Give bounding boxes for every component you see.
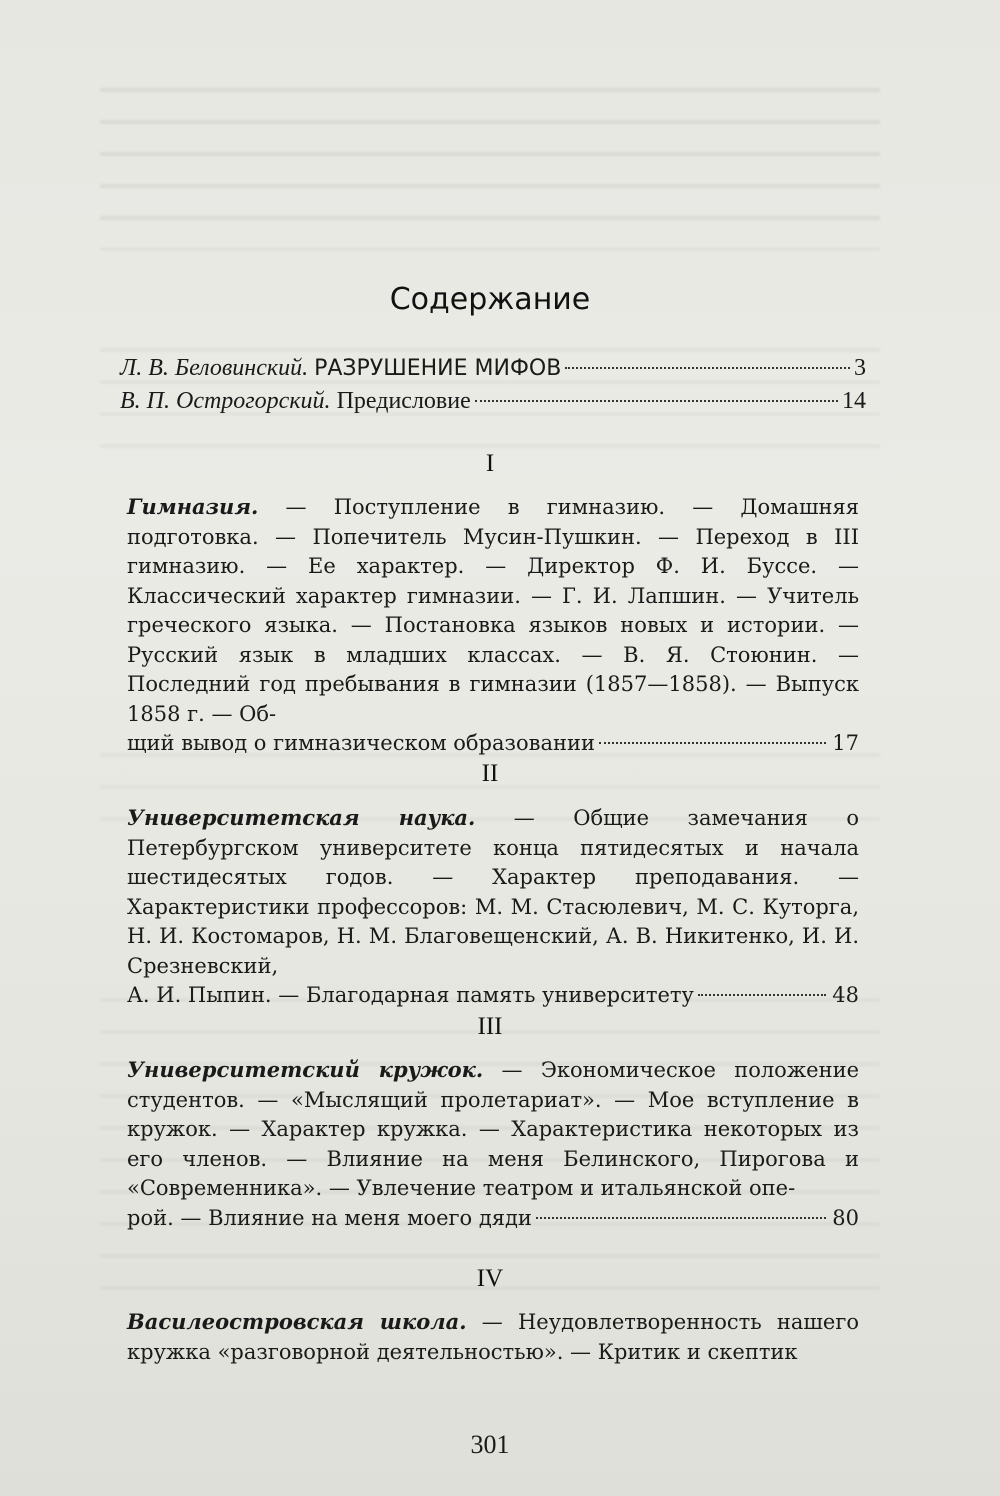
entry-page-number: 17 — [832, 731, 859, 755]
chapter-title: Университетский кружок. — [127, 1057, 484, 1082]
dot-leader — [536, 1217, 826, 1219]
entry-author: Л. В. Беловинский. — [120, 355, 309, 381]
entry-page-number: 48 — [832, 983, 859, 1007]
toc-entry-preface[interactable] — [120, 388, 866, 415]
entry-title: РАЗРУШЕНИЕ МИФОВ — [314, 356, 562, 381]
toc-entry-chapter-2[interactable] — [127, 803, 859, 1011]
toc-entry-introduction[interactable] — [120, 355, 866, 382]
bleed-through-text — [100, 70, 880, 250]
dot-leader — [565, 367, 850, 369]
dot-leader — [475, 400, 838, 402]
entry-page-number: 14 — [842, 388, 866, 414]
chapter-summary-end: рой. — Влияние на меня моего дяди — [127, 1205, 532, 1230]
entry-last-line — [127, 981, 859, 1011]
entry-text — [127, 1307, 859, 1367]
entry-text — [127, 1055, 859, 1204]
chapter-numeral: II — [481, 760, 499, 787]
dot-leader — [698, 994, 826, 996]
chapter-numeral: I — [485, 450, 495, 477]
entry-page-number: 80 — [832, 1205, 859, 1230]
chapter-summary-end: А. И. Пыпин. — Благодарная память университету — [127, 983, 694, 1007]
chapter-summary: — Неудовлетворенность нашего кружка «разговорной деятельностью». — Критик и скептик — [127, 1310, 859, 1364]
chapter-title: Гимназия. — [127, 494, 259, 519]
entry-page-number: 3 — [854, 355, 866, 381]
chapter-title: Университетская наука. — [127, 805, 476, 830]
chapter-summary: — Общие замечания о Петербургском университете конца пятидесятых и начала шестидесятых годов. — Характер преподавания. — Характеристики профессоров: М. М. Стасюлевич, М. С. Куторга, Н. И. Костомаров, Н. М. Благовещенский, А. В. Никитенко, И. И. Срезневский, — [127, 806, 859, 978]
entry-title: Предисловие — [336, 388, 471, 414]
page-folio: 301 — [470, 1430, 510, 1459]
chapter-title: Василеостровская школа. — [127, 1309, 467, 1334]
toc-entry-chapter-4[interactable] — [127, 1307, 859, 1367]
toc-entry-chapter-3[interactable] — [127, 1055, 859, 1233]
entry-last-line — [127, 729, 859, 759]
chapter-summary-end: щий вывод о гимназическом образовании — [127, 731, 595, 755]
chapter-numeral: III — [477, 1013, 503, 1040]
chapter-numeral: IV — [476, 1265, 504, 1292]
entry-text — [127, 803, 859, 981]
entry-author: В. П. Острогорский. — [120, 388, 331, 414]
chapter-summary: — Экономическое положение студентов. — «Мыслящий пролетариат». — Мое вступление в кружок. — Характер кружка. — Характеристика некоторых из его членов. — Влияние на меня Белинского, Пирогова и «Современника». — Увлечение театром и итальянской опе- — [127, 1058, 859, 1200]
chapter-summary: — Поступление в гимназию. — Домашняя подготовка. — Попечитель Мусин-Пушкин. — Переход в III гимназию. — Ее характер. — Директор Ф. И. Буссе. — Классический характер гимназии. — Г. И. Лапшин. — Учитель греческого языка. — Постановка языков новых и истории. — Русский язык в младших классах. — В. Я. Стоюнин. — Последний год пребывания в гимназии (1857—1858). — Выпуск 1858 г. — Об- — [127, 495, 859, 726]
entry-text — [127, 492, 859, 729]
toc-entry-chapter-1[interactable] — [127, 492, 859, 759]
dot-leader — [599, 742, 826, 744]
entry-last-line — [127, 1204, 859, 1234]
toc-heading: Содержание — [389, 282, 591, 317]
